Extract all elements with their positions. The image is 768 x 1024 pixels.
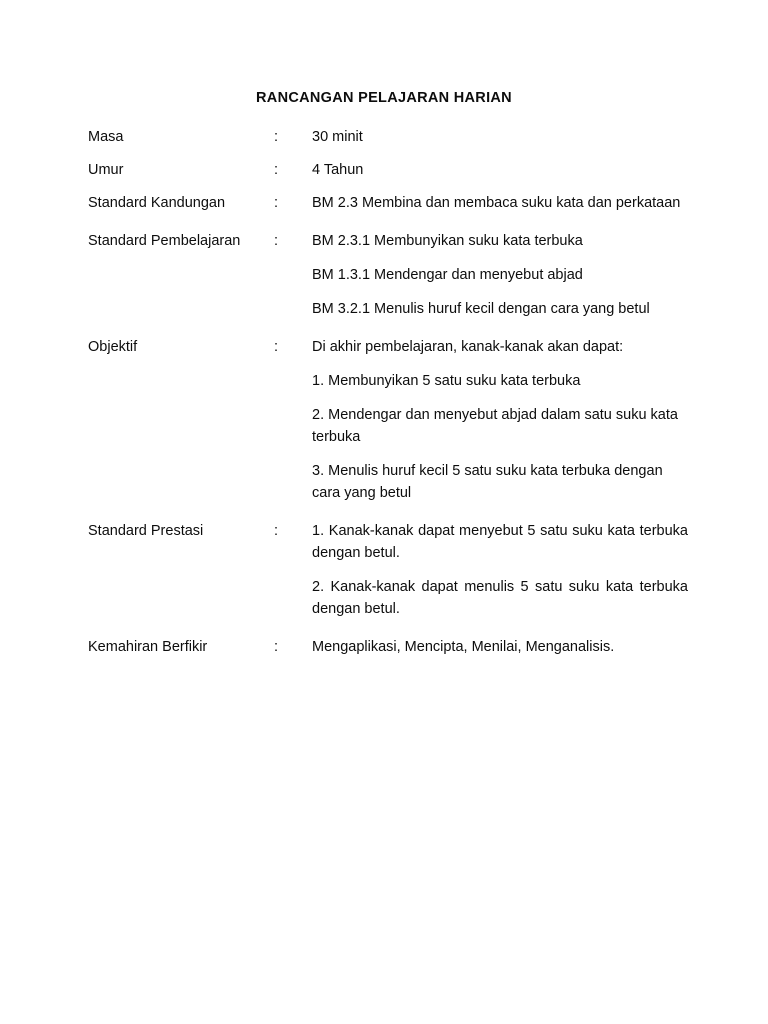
field-value bbox=[312, 336, 688, 504]
field-value-line: BM 2.3.1 Membunyikan suku kata terbuka bbox=[312, 233, 583, 249]
field-colon: : bbox=[274, 639, 279, 655]
field-value bbox=[312, 230, 688, 320]
field-value-line: 4 Tahun bbox=[312, 162, 364, 178]
field-value-line: Di akhir pembelajaran, kanak-kanak akan dapat: bbox=[312, 339, 624, 355]
field-label: Standard Kandungan bbox=[88, 195, 226, 211]
field-row-standard-pembelajaran bbox=[88, 230, 688, 320]
field-value-line: BM 1.3.1 Mendengar dan menyebut abjad bbox=[312, 267, 583, 283]
field-colon: : bbox=[274, 339, 279, 355]
field-value bbox=[312, 126, 688, 148]
field-label: Objektif bbox=[88, 339, 138, 355]
field-row-umur bbox=[88, 159, 688, 181]
field-label: Umur bbox=[88, 162, 124, 178]
field-colon: : bbox=[274, 162, 279, 178]
field-value-line: BM 3.2.1 Menulis huruf kecil dengan cara yang betul bbox=[312, 301, 650, 317]
field-value-line: 30 minit bbox=[312, 129, 363, 145]
field-value bbox=[312, 636, 688, 658]
field-row-kemahiran-berfikir bbox=[88, 636, 688, 658]
field-row-standard-kandungan bbox=[88, 192, 688, 214]
field-value bbox=[312, 192, 688, 214]
field-value bbox=[312, 520, 688, 620]
field-label: Masa bbox=[88, 129, 124, 145]
field-value-line: 3. Menulis huruf kecil 5 satu suku kata terbuka dengan cara yang betul bbox=[312, 463, 663, 501]
field-value-line: BM 2.3 Membina dan membaca suku kata dan perkataan bbox=[312, 195, 681, 211]
field-label: Standard Pembelajaran bbox=[88, 233, 241, 249]
page-title: RANCANGAN PELAJARAN HARIAN bbox=[256, 90, 512, 106]
field-value-line: 1. Membunyikan 5 satu suku kata terbuka bbox=[312, 373, 581, 389]
field-value bbox=[312, 159, 688, 181]
field-value-line: 2. Mendengar dan menyebut abjad dalam satu suku kata terbuka bbox=[312, 407, 678, 445]
field-colon: : bbox=[274, 233, 279, 249]
field-value-line: 2. Kanak-kanak dapat menulis 5 satu suku kata terbuka dengan betul. bbox=[312, 579, 688, 617]
field-colon: : bbox=[274, 129, 279, 145]
field-colon: : bbox=[274, 195, 279, 211]
field-row-masa bbox=[88, 126, 688, 148]
field-row-objektif bbox=[88, 336, 688, 504]
field-value-line: Mengaplikasi, Mencipta, Menilai, Menganalisis. bbox=[312, 639, 615, 655]
field-colon: : bbox=[274, 523, 279, 539]
field-value-line: 1. Kanak-kanak dapat menyebut 5 satu suku kata terbuka dengan betul. bbox=[312, 523, 688, 561]
lesson-plan-fields bbox=[88, 126, 688, 669]
field-row-standard-prestasi bbox=[88, 520, 688, 620]
field-label: Kemahiran Berfikir bbox=[88, 639, 208, 655]
field-label: Standard Prestasi bbox=[88, 523, 204, 539]
